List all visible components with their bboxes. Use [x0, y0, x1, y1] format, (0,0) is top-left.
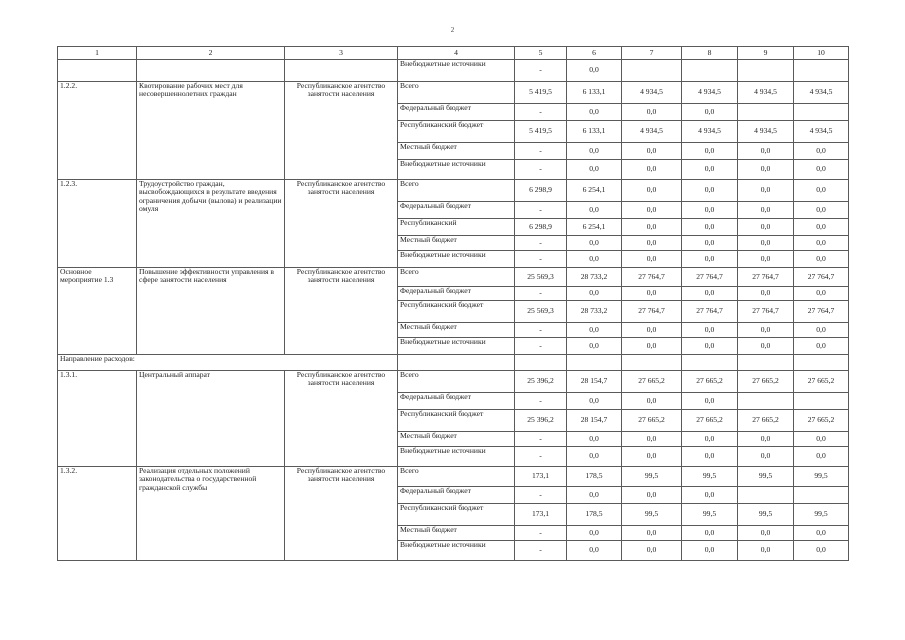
amount-col-10: 27 665,2 [794, 410, 849, 432]
column-header-6: 6 [567, 47, 622, 60]
amount-col-5: 25 396,2 [515, 410, 567, 432]
amount-col-10: 0,0 [794, 202, 849, 219]
amount-col-5: 25 396,2 [515, 371, 567, 393]
amount-col-5: - [515, 236, 567, 251]
amount-col-8 [682, 60, 738, 82]
funding-source: Федеральный бюджет [398, 202, 515, 219]
funding-source: Внебюджетные источники [398, 160, 515, 180]
empty-cell [398, 355, 515, 371]
amount-col-7: 4 934,5 [622, 121, 682, 143]
amount-col-7: 0,0 [622, 323, 682, 338]
funding-source: Местный бюджет [398, 526, 515, 541]
amount-col-6: 0,0 [567, 160, 622, 180]
amount-col-6: 28 733,2 [567, 301, 622, 323]
amount-col-8: 0,0 [682, 447, 738, 467]
amount-col-6: 0,0 [567, 60, 622, 82]
amount-col-8: 0,0 [682, 526, 738, 541]
amount-col-10 [794, 60, 849, 82]
empty-cell [285, 60, 398, 82]
amount-col-6: 178,5 [567, 504, 622, 526]
funding-source: Внебюджетные источники [398, 60, 515, 82]
amount-col-6: 6 254,1 [567, 180, 622, 202]
amount-col-7: 99,5 [622, 504, 682, 526]
amount-col-10: 99,5 [794, 504, 849, 526]
empty-cell [137, 60, 285, 82]
amount-col-10 [794, 393, 849, 410]
table-row [58, 467, 849, 487]
amount-col-8: 27 764,7 [682, 301, 738, 323]
amount-col-8: 0,0 [682, 219, 738, 236]
amount-col-5: - [515, 202, 567, 219]
amount-col-10: 0,0 [794, 526, 849, 541]
empty-cell [682, 355, 738, 371]
amount-col-10: 0,0 [794, 338, 849, 355]
amount-col-7: 0,0 [622, 287, 682, 301]
amount-col-10: 0,0 [794, 432, 849, 447]
empty-cell [622, 355, 682, 371]
amount-col-7: 27 665,2 [622, 410, 682, 432]
amount-col-10: 0,0 [794, 447, 849, 467]
amount-col-9 [738, 393, 794, 410]
funding-source: Республиканский бюджет [398, 121, 515, 143]
amount-col-10 [794, 104, 849, 121]
amount-col-9: 0,0 [738, 219, 794, 236]
amount-col-10: 27 764,7 [794, 268, 849, 287]
item-name: Квотирование рабочих мест для несовершеннолетних граждан [137, 82, 285, 180]
item-name: Реализация отдельных положений законодательства о государственной гражданской службы [137, 467, 285, 561]
amount-col-7: 0,0 [622, 541, 682, 561]
amount-col-8: 27 665,2 [682, 371, 738, 393]
funding-source: Всего [398, 467, 515, 487]
amount-col-10: 99,5 [794, 467, 849, 487]
amount-col-8: 0,0 [682, 143, 738, 160]
amount-col-6: 0,0 [567, 236, 622, 251]
empty-cell [738, 355, 794, 371]
item-code: Основное мероприятие 1.3 [58, 268, 137, 355]
amount-col-5: 6 298,9 [515, 219, 567, 236]
amount-col-7: 0,0 [622, 526, 682, 541]
amount-col-9: 0,0 [738, 526, 794, 541]
amount-col-7: 27 764,7 [622, 268, 682, 287]
amount-col-9: 0,0 [738, 143, 794, 160]
amount-col-8: 0,0 [682, 160, 738, 180]
amount-col-9: 0,0 [738, 287, 794, 301]
amount-col-7: 0,0 [622, 104, 682, 121]
amount-col-9: 0,0 [738, 338, 794, 355]
amount-col-9 [738, 60, 794, 82]
amount-col-9 [738, 487, 794, 504]
funding-source: Внебюджетные источники [398, 251, 515, 268]
amount-col-10: 0,0 [794, 323, 849, 338]
amount-col-8: 0,0 [682, 487, 738, 504]
amount-col-9: 27 665,2 [738, 410, 794, 432]
amount-col-8: 0,0 [682, 236, 738, 251]
amount-col-5: - [515, 541, 567, 561]
amount-col-10: 4 934,5 [794, 82, 849, 104]
table-row [58, 82, 849, 104]
item-name: Центральный аппарат [137, 371, 285, 467]
amount-col-6: 0,0 [567, 202, 622, 219]
amount-col-10: 0,0 [794, 236, 849, 251]
column-header-5: 5 [515, 47, 567, 60]
amount-col-9: 0,0 [738, 160, 794, 180]
amount-col-7: 0,0 [622, 143, 682, 160]
amount-col-7: 0,0 [622, 447, 682, 467]
budget-table-body [58, 47, 849, 561]
amount-col-6: 28 154,7 [567, 410, 622, 432]
funding-source: Местный бюджет [398, 143, 515, 160]
amount-col-10: 0,0 [794, 251, 849, 268]
amount-col-6: 0,0 [567, 338, 622, 355]
funding-source: Республиканский бюджет [398, 504, 515, 526]
amount-col-6: 0,0 [567, 143, 622, 160]
funding-source: Федеральный бюджет [398, 287, 515, 301]
amount-col-7: 4 934,5 [622, 82, 682, 104]
amount-col-6: 0,0 [567, 104, 622, 121]
amount-col-8: 27 665,2 [682, 410, 738, 432]
amount-col-6: 0,0 [567, 447, 622, 467]
amount-col-6: 0,0 [567, 487, 622, 504]
amount-col-5: 25 569,3 [515, 301, 567, 323]
empty-cell [515, 355, 567, 371]
amount-col-7: 0,0 [622, 180, 682, 202]
funding-source: Республиканский [398, 219, 515, 236]
amount-col-10: 27 764,7 [794, 301, 849, 323]
amount-col-6: 0,0 [567, 287, 622, 301]
amount-col-6: 0,0 [567, 526, 622, 541]
amount-col-9: 27 764,7 [738, 301, 794, 323]
amount-col-10: 0,0 [794, 541, 849, 561]
item-code: 1.2.2. [58, 82, 137, 180]
amount-col-9: 0,0 [738, 180, 794, 202]
amount-col-8: 0,0 [682, 287, 738, 301]
amount-col-5: 5 419,5 [515, 82, 567, 104]
amount-col-7: 0,0 [622, 393, 682, 410]
amount-col-5: 6 298,9 [515, 180, 567, 202]
table-row [58, 60, 849, 82]
amount-col-5: - [515, 526, 567, 541]
amount-col-8: 0,0 [682, 251, 738, 268]
amount-col-8: 4 934,5 [682, 121, 738, 143]
amount-col-5: - [515, 447, 567, 467]
amount-col-5: - [515, 487, 567, 504]
budget-table [57, 46, 849, 561]
amount-col-9: 99,5 [738, 504, 794, 526]
amount-col-8: 0,0 [682, 541, 738, 561]
amount-col-9: 27 665,2 [738, 371, 794, 393]
amount-col-7: 0,0 [622, 202, 682, 219]
amount-col-10: 0,0 [794, 143, 849, 160]
amount-col-9: 0,0 [738, 541, 794, 561]
table-row [58, 268, 849, 287]
amount-col-7: 0,0 [622, 219, 682, 236]
responsible-executor: Республиканское агентство занятости населения [285, 371, 398, 467]
amount-col-6: 0,0 [567, 541, 622, 561]
amount-col-10: 0,0 [794, 160, 849, 180]
responsible-executor: Республиканское агентство занятости населения [285, 82, 398, 180]
funding-source: Федеральный бюджет [398, 104, 515, 121]
amount-col-7: 0,0 [622, 251, 682, 268]
amount-col-6: 178,5 [567, 467, 622, 487]
amount-col-5: - [515, 251, 567, 268]
amount-col-10: 0,0 [794, 219, 849, 236]
amount-col-6: 6 133,1 [567, 82, 622, 104]
column-header-3: 3 [285, 47, 398, 60]
amount-col-9: 0,0 [738, 236, 794, 251]
amount-col-8: 0,0 [682, 180, 738, 202]
item-code: 1.2.3. [58, 180, 137, 268]
funding-source: Федеральный бюджет [398, 487, 515, 504]
funding-source: Местный бюджет [398, 432, 515, 447]
funding-source: Внебюджетные источники [398, 338, 515, 355]
amount-col-6: 28 733,2 [567, 268, 622, 287]
funding-source: Местный бюджет [398, 236, 515, 251]
amount-col-9: 4 934,5 [738, 121, 794, 143]
empty-cell [58, 60, 137, 82]
amount-col-5: - [515, 104, 567, 121]
empty-cell [794, 355, 849, 371]
amount-col-7 [622, 60, 682, 82]
responsible-executor: Республиканское агентство занятости населения [285, 467, 398, 561]
amount-col-6: 6 254,1 [567, 219, 622, 236]
amount-col-9: 0,0 [738, 432, 794, 447]
table-row [58, 180, 849, 202]
amount-col-7: 27 764,7 [622, 301, 682, 323]
amount-col-8: 0,0 [682, 323, 738, 338]
amount-col-6: 28 154,7 [567, 371, 622, 393]
responsible-executor: Республиканское агентство занятости населения [285, 180, 398, 268]
item-name: Трудоустройство граждан, высвобождающихся в результате введения ограничения добычи (вылова) и реализации омуля [137, 180, 285, 268]
amount-col-8: 99,5 [682, 504, 738, 526]
funding-source: Федеральный бюджет [398, 393, 515, 410]
amount-col-5: - [515, 432, 567, 447]
amount-col-5: - [515, 143, 567, 160]
funding-source: Внебюджетные источники [398, 447, 515, 467]
amount-col-10: 4 934,5 [794, 121, 849, 143]
amount-col-9: 4 934,5 [738, 82, 794, 104]
amount-col-8: 0,0 [682, 338, 738, 355]
amount-col-7: 0,0 [622, 338, 682, 355]
amount-col-10: 0,0 [794, 287, 849, 301]
column-header-1: 1 [58, 47, 137, 60]
column-header-7: 7 [622, 47, 682, 60]
responsible-executor: Республиканское агентство занятости населения [285, 268, 398, 355]
amount-col-9: 0,0 [738, 251, 794, 268]
empty-cell [567, 355, 622, 371]
amount-col-5: - [515, 287, 567, 301]
amount-col-9: 0,0 [738, 323, 794, 338]
amount-col-5: 5 419,5 [515, 121, 567, 143]
amount-col-8: 4 934,5 [682, 82, 738, 104]
amount-col-5: 25 569,3 [515, 268, 567, 287]
amount-col-9 [738, 104, 794, 121]
column-header-4: 4 [398, 47, 515, 60]
amount-col-10 [794, 487, 849, 504]
amount-col-8: 0,0 [682, 104, 738, 121]
item-code: 1.3.1. [58, 371, 137, 467]
amount-col-7: 0,0 [622, 487, 682, 504]
funding-source: Всего [398, 180, 515, 202]
funding-source: Всего [398, 268, 515, 287]
amount-col-9: 0,0 [738, 447, 794, 467]
column-header-9: 9 [738, 47, 794, 60]
page-number: 2 [450, 26, 455, 34]
amount-col-9: 99,5 [738, 467, 794, 487]
funding-source: Местный бюджет [398, 323, 515, 338]
amount-col-5: - [515, 338, 567, 355]
amount-col-7: 99,5 [622, 467, 682, 487]
item-name: Повышение эффективности управления в сфере занятости населения [137, 268, 285, 355]
amount-col-8: 99,5 [682, 467, 738, 487]
amount-col-5: - [515, 393, 567, 410]
amount-col-5: - [515, 323, 567, 338]
amount-col-6: 0,0 [567, 323, 622, 338]
amount-col-7: 27 665,2 [622, 371, 682, 393]
section-row [58, 355, 849, 371]
amount-col-10: 27 665,2 [794, 371, 849, 393]
section-heading: Направление расходов: [58, 355, 398, 371]
amount-col-9: 0,0 [738, 202, 794, 219]
amount-col-7: 0,0 [622, 236, 682, 251]
funding-source: Внебюджетные источники [398, 541, 515, 561]
amount-col-5: 173,1 [515, 504, 567, 526]
amount-col-5: 173,1 [515, 467, 567, 487]
amount-col-5: - [515, 160, 567, 180]
table-row [58, 371, 849, 393]
funding-source: Всего [398, 82, 515, 104]
funding-source: Всего [398, 371, 515, 393]
column-header-8: 8 [682, 47, 738, 60]
amount-col-9: 27 764,7 [738, 268, 794, 287]
amount-col-6: 0,0 [567, 251, 622, 268]
amount-col-8: 0,0 [682, 202, 738, 219]
amount-col-8: 0,0 [682, 393, 738, 410]
amount-col-7: 0,0 [622, 160, 682, 180]
amount-col-6: 0,0 [567, 393, 622, 410]
amount-col-7: 0,0 [622, 432, 682, 447]
amount-col-10: 0,0 [794, 180, 849, 202]
amount-col-6: 6 133,1 [567, 121, 622, 143]
item-code: 1.3.2. [58, 467, 137, 561]
funding-source: Республиканский бюджет [398, 301, 515, 323]
funding-source: Республиканский бюджет [398, 410, 515, 432]
column-header-10: 10 [794, 47, 849, 60]
amount-col-5: - [515, 60, 567, 82]
column-header-row [58, 47, 849, 60]
amount-col-6: 0,0 [567, 432, 622, 447]
amount-col-8: 0,0 [682, 432, 738, 447]
amount-col-8: 27 764,7 [682, 268, 738, 287]
column-header-2: 2 [137, 47, 285, 60]
